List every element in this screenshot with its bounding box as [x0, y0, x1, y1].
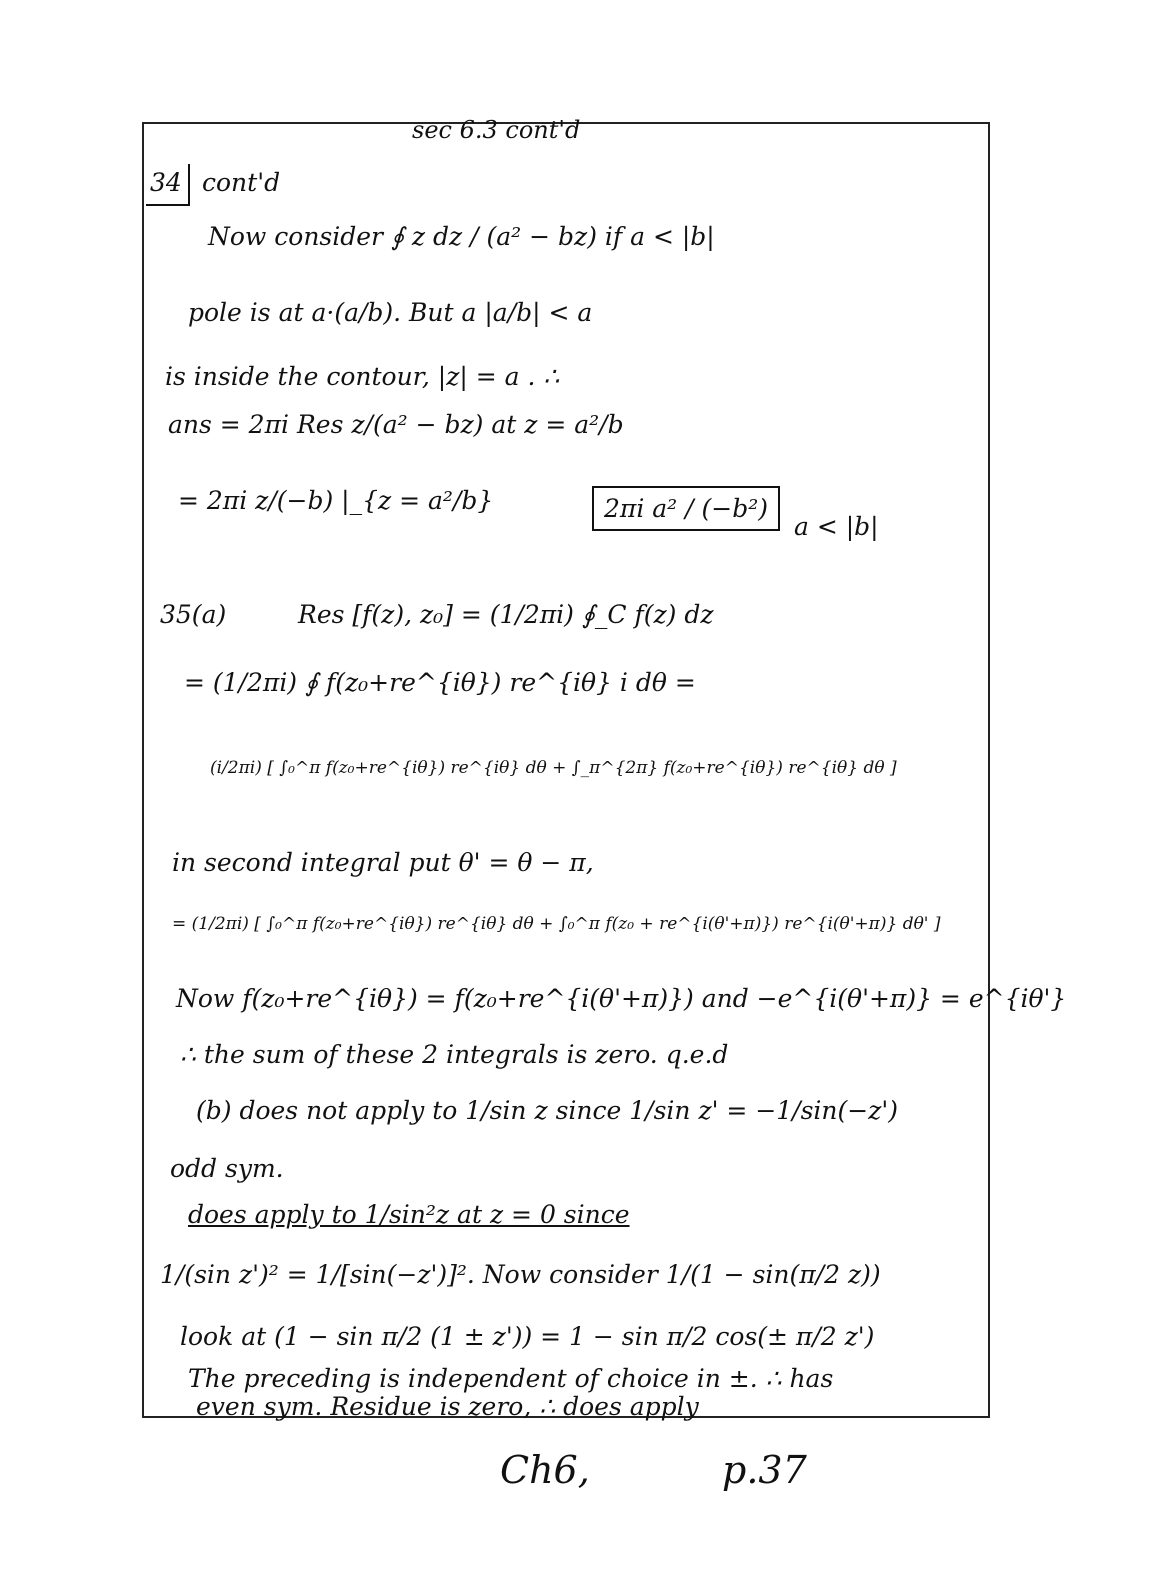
p34-condition: a < |b| — [794, 512, 879, 541]
p35-line-2: = (1/2πi) ∮ f(z₀+re^{iθ}) re^{iθ} i dθ = — [184, 668, 696, 697]
p35b-line-4: 1/(sin z')² = 1/[sin(−z')]². Now consider 1/(1 − sin(π/2 z)) — [160, 1260, 881, 1289]
p34-line-1: Now consider ∮ z dz / (a² − bz) if a < |b| — [208, 222, 715, 251]
p35b-line-1: (b) does not apply to 1/sin z since 1/sin z' = −1/sin(−z') — [196, 1096, 899, 1125]
p34-boxed-result: 2πi a² / (−b²) — [592, 486, 780, 531]
p35b-line-3: does apply to 1/sin²z at z = 0 since — [188, 1200, 630, 1229]
section-header: sec 6.3 cont'd — [412, 116, 581, 144]
p35-line-4: in second integral put θ' = θ − π, — [172, 848, 594, 877]
p35-line-1: Res [f(z), z₀] = (1/2πi) ∮_C f(z) dz — [298, 600, 714, 629]
p34-line-3: is inside the contour, |z| = a . ∴ — [165, 362, 560, 391]
footer-chapter: Ch6, — [500, 1448, 590, 1492]
p35-line-7: ∴ the sum of these 2 integrals is zero. q.e.d — [180, 1040, 729, 1069]
p34-line-4: ans = 2πi Res z/(a² − bz) at z = a²/b — [168, 410, 624, 439]
p35-line-3: (i/2πi) [ ∫₀^π f(z₀+re^{iθ}) re^{iθ} dθ + ∫_π^{2π} f(z₀+re^{iθ}) re^{iθ} dθ ] — [210, 758, 897, 778]
p35b-line-7: even sym. Residue is zero, ∴ does apply — [196, 1392, 699, 1421]
problem-34-contd: cont'd — [202, 168, 281, 197]
p35b-line-2: odd sym. — [170, 1154, 284, 1183]
problem-34-label: 34 — [150, 168, 182, 197]
p35-line-6: Now f(z₀+re^{iθ}) = f(z₀+re^{i(θ'+π)}) and −e^{i(θ'+π)} = e^{iθ'} — [176, 984, 1067, 1013]
footer-page: p.37 — [722, 1448, 807, 1492]
p34-line-5: = 2πi z/(−b) |_{z = a²/b} — [178, 486, 494, 515]
p35b-line-6: The preceding is independent of choice in ±. ∴ has — [188, 1364, 834, 1393]
p35-line-5: = (1/2πi) [ ∫₀^π f(z₀+re^{iθ}) re^{iθ} dθ + ∫₀^π f(z₀ + re^{i(θ'+π)}) re^{i(θ'+π)} dθ' ] — [172, 914, 941, 934]
problem-35-label: 35(a) — [160, 600, 227, 629]
p34-line-2: pole is at a·(a/b). But a |a/b| < a — [188, 298, 593, 327]
p35b-line-5: look at (1 − sin π/2 (1 ± z')) = 1 − sin π/2 cos(± π/2 z') — [180, 1322, 875, 1351]
